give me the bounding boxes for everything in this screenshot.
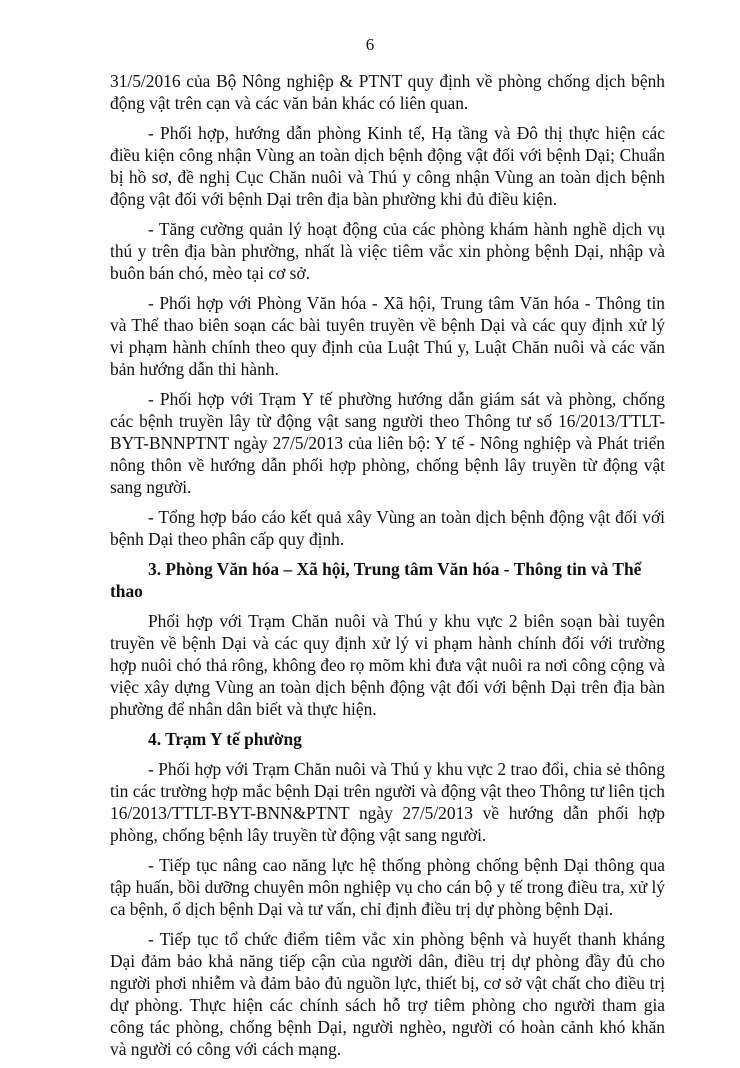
paragraph: - Phối hợp, hướng dẫn phòng Kinh tế, Hạ tầng và Đô thị thực hiện các điều kiện công nhận Vùng an toàn dịch bệnh động vật đối với bệnh Dại; Chuẩn bị hồ sơ, đề nghị Cục Chăn nuôi và Thú y công nhận Vùng an toàn dịch bệnh động vật đối với bệnh Dại trên địa bàn phường khi đủ điều kiện. <box>110 123 665 209</box>
paragraph: - Tiếp tục nâng cao năng lực hệ thống phòng chống bệnh Dại thông qua tập huấn, bồi dưỡng chuyên môn nghiệp vụ cho cán bộ y tế trong điều tra, xử lý ca bệnh, ổ dịch bệnh Dại và tư vấn, chỉ định điều trị dự phòng bệnh Dại. <box>110 855 665 919</box>
paragraph-continuation: 31/5/2016 của Bộ Nông nghiệp & PTNT quy định về phòng chống dịch bệnh động vật trên cạn và các văn bản khác có liên quan. <box>110 71 665 113</box>
page-number: 6 <box>365 35 375 54</box>
section-heading-3: 3. Phòng Văn hóa – Xã hội, Trung tâm Văn hóa - Thông tin và Thể thao <box>110 559 642 601</box>
document-body <box>110 70 665 1068</box>
section-heading-4: 4. Trạm Y tế phường <box>148 729 302 749</box>
paragraph: - Tiếp tục tổ chức điểm tiêm vắc xin phòng bệnh và huyết thanh kháng Dại đảm bảo khả năng tiếp cận của người dân, điều trị dự phòng đầy đủ cho người phơi nhiễm và đảm bảo đủ nguồn lực, thiết bị, cơ sở vật chất cho điều trị dự phòng. Thực hiện các chính sách hỗ trợ tiêm phòng cho người tham gia công tác phòng, chống bệnh Dại, người nghèo, người có hoàn cảnh khó khăn và người có công với cách mạng. <box>110 929 665 1059</box>
paragraph: Phối hợp với Trạm Chăn nuôi và Thú y khu vực 2 biên soạn bài tuyên truyền về bệnh Dại và các quy định xử lý vi phạm hành chính đối với trường hợp nuôi chó thả rông, không đeo rọ mõm khi đưa vật nuôi ra nơi công cộng và việc xây dựng Vùng an toàn dịch bệnh động vật đối với bệnh Dại trên địa bàn phường để nhân dân biết và thực hiện. <box>110 611 665 719</box>
paragraph: - Tăng cường quản lý hoạt động của các phòng khám hành nghề dịch vụ thú y trên địa bàn phường, nhất là việc tiêm vắc xin phòng bệnh Dại, nhập và buôn bán chó, mèo tại cơ sở. <box>110 219 665 283</box>
paragraph: - Phối hợp với Trạm Chăn nuôi và Thú y khu vực 2 trao đổi, chia sẻ thông tin các trường hợp mắc bệnh Dại trên người và động vật theo Thông tư liên tịch 16/2013/TTLT-BYT-BNN&PTNT ngày 27/5/2013 về hướng dẫn phối hợp phòng, chống bệnh lây truyền từ động vật sang người. <box>110 759 665 845</box>
paragraph: - Phối hợp với Trạm Y tế phường hướng dẫn giám sát và phòng, chống các bệnh truyền lây từ động vật sang người theo Thông tư số 16/2013/TTLT-BYT-BNNPTNT ngày 27/5/2013 của liên bộ: Y tế - Nông nghiệp và Phát triển nông thôn về hướng dẫn phối hợp phòng, chống bệnh lây truyền từ động vật sang người. <box>110 389 665 497</box>
paragraph: - Phối hợp với Phòng Văn hóa - Xã hội, Trung tâm Văn hóa - Thông tin và Thể thao biên soạn các bài tuyên truyền về bệnh Dại và các quy định xử lý vi phạm hành chính theo quy định của Luật Thú y, Luật Chăn nuôi và các văn bản hướng dẫn thi hành. <box>110 293 665 379</box>
paragraph: - Tổng hợp báo cáo kết quả xây Vùng an toàn dịch bệnh động vật đối với bệnh Dại theo phân cấp quy định. <box>110 507 665 549</box>
